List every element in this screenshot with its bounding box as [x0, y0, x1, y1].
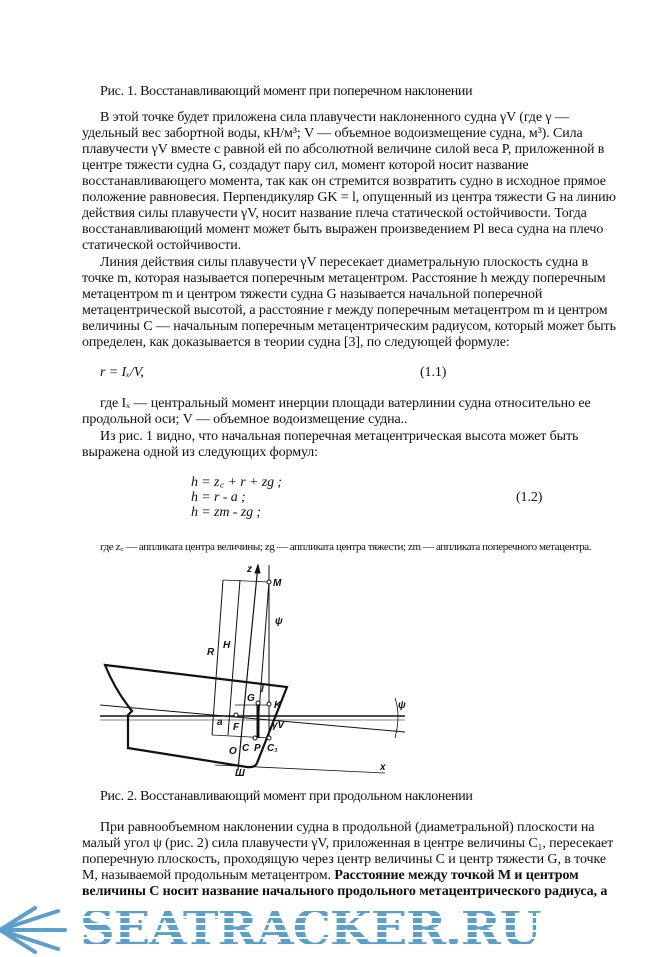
text-line: определен, как доказывается в теории судна [3], по следующей формуле:	[82, 335, 510, 350]
figure-2-caption: Рис. 2. Восстанавливающий момент при продольном наклонении	[100, 789, 473, 804]
label-O: O	[229, 746, 237, 757]
label-a: a	[217, 717, 223, 728]
longitudinal-inclination-diagram	[95, 560, 425, 780]
text-line: В этой точке будет приложена сила плавучести наклоненного судна γV (где γ —	[100, 110, 569, 125]
text-line: статической остойчивости.	[82, 238, 242, 253]
label-l: l	[261, 684, 264, 695]
text-line: действия силы плавучести γV, носит название плеча статической остойчивости. Тогда	[82, 206, 587, 221]
label-section: Ш	[235, 768, 245, 779]
text-line: Линия действия силы плавучести γV пересекает диаметральную плоскость судна в	[100, 255, 589, 270]
formula-1-1-number: (1.1)	[420, 365, 447, 380]
text-line: При равнообъемном наклонении судна в продольной (диаметральной) плоскости на	[100, 820, 595, 835]
text-line: поперечную плоскость, проходящую через центр величины C и центр тяжести G, в точке	[82, 852, 606, 867]
text-line: величины C носит название начального продольного метацентрического радиуса, а	[82, 884, 608, 899]
formula-line: h = z꜀ + r + zg ;	[191, 475, 282, 490]
label-K: K	[274, 700, 282, 711]
text-line: центре тяжести судна G, создадут пару сил, момент которой носит название	[82, 158, 529, 173]
label-F: F	[233, 722, 240, 733]
label-P: P	[254, 743, 261, 754]
watermark-starburst-icon	[0, 906, 70, 954]
figure-1-caption: Рис. 1. Восстанавливающий момент при поперечном наклонении	[100, 84, 473, 99]
text-line	[82, 868, 579, 884]
formula-line: h = r - a ;	[191, 490, 246, 505]
text-normal: M, называемой продольным метацентром.	[82, 868, 335, 883]
text-line: выражена одной из следующих формул:	[82, 445, 318, 460]
text-line: точке m, которая называется поперечным метацентром. Расстояние h между поперечным	[82, 271, 606, 286]
text-bold: Расстояние между точкой M и центром	[334, 868, 579, 883]
formula-1-2-number: (1.2)	[516, 490, 543, 505]
label-C: C	[242, 743, 250, 754]
text-line: положение равновесия. Перпендикуляр GK = l, опущенный из центра тяжести G на линию	[82, 190, 616, 205]
text-line: восстанавливающего момента, так как он стремится возвратить судно в исходное прямое	[82, 174, 606, 189]
text-line: продольной оси; V — объемное водоизмещение судна..	[82, 412, 408, 427]
label-C1: C₁	[267, 743, 278, 754]
text-line: восстанавливающий момент может быть выражен произведением Pl веса судна на плечо	[82, 222, 604, 237]
label-G: G	[247, 693, 255, 704]
text-line: метацентром m и центром тяжести судна G называется начальной поперечной	[82, 287, 543, 302]
formula-note: где z꜀ — аппликата центра величины; zg — аппликата центра тяжести; zm — аппликата поперечного метацентра.	[100, 541, 592, 553]
text-line: плавучести γV вместе с равной ей по абсолютной величине силой веса P, приложенной в	[82, 142, 605, 157]
label-x: x	[380, 762, 386, 773]
text-line: где Iₓ — центральный момент инерции площади ватерлинии судна относительно ее	[100, 396, 591, 411]
label-psi: ψ	[275, 616, 283, 627]
text-line: метацентрической высотой, а расстояние r между поперечным метацентром m и центром	[82, 303, 608, 318]
label-z: z	[247, 564, 252, 575]
text-line: удельный вес забортной воды, кН/м³; V — объемное водоизмещение судна, м³). Сила	[82, 126, 583, 141]
label-psi-angle: ψ	[398, 700, 406, 711]
label-R: R	[207, 647, 215, 658]
text-line: малый угол ψ (рис. 2) сила плавучести γV, приложенная в центре величины C₁, пересекает	[82, 836, 614, 851]
label-gamma-V: γV	[272, 720, 285, 731]
formula-line: h = zm - zg ;	[191, 505, 261, 520]
text-line: величины C — начальным поперечным метацентрическим радиусом, который может быть	[82, 319, 616, 334]
watermark: SEATRACKER.RU	[80, 901, 541, 957]
text-line: Из рис. 1 видно, что начальная поперечная метацентрическая высота может быть	[100, 429, 579, 444]
label-H: H	[223, 640, 231, 651]
formula-1-1: r = Iₓ/V,	[100, 365, 144, 380]
label-M: M	[273, 578, 282, 589]
